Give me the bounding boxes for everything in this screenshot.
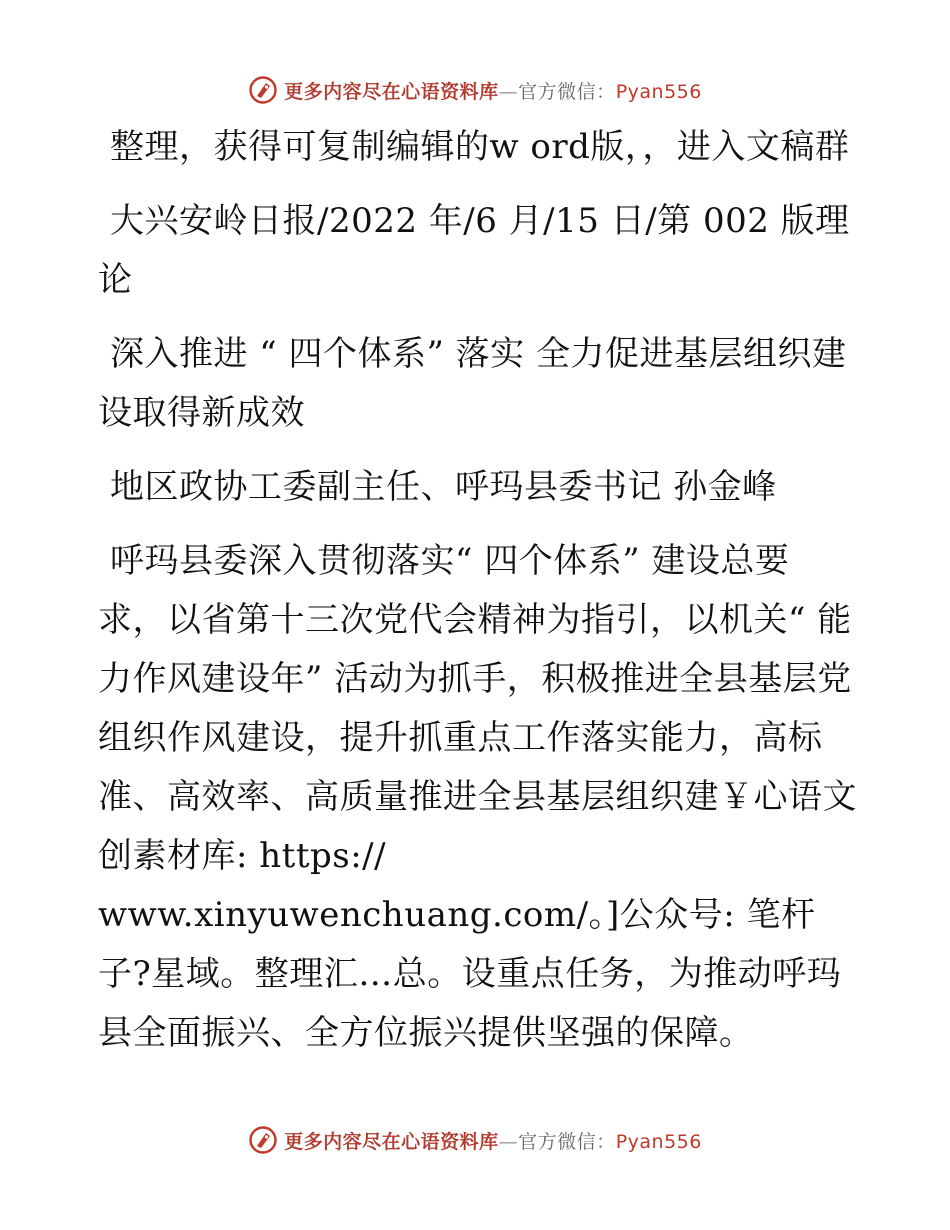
paragraph-body-continued	[98, 886, 858, 1063]
document-body	[98, 118, 858, 1078]
pen-nib-circle-icon	[248, 75, 278, 105]
watermark-wechat-id: Pyan556	[615, 1130, 702, 1153]
watermark-wechat-id: Pyan556	[615, 80, 702, 103]
pen-nib-circle-icon	[248, 1125, 278, 1155]
paragraph-text: 地区政协工委副主任、呼玛县委书记 孙金峰	[110, 467, 777, 507]
paragraph-text: 大兴安岭日报/2022 年/6 月/15 日/第 002 版理论	[98, 201, 850, 300]
watermark-brand: 更多内容尽在心语资料库	[284, 80, 499, 103]
watermark-official-label: 官方微信：	[518, 1130, 616, 1153]
article-title	[98, 325, 858, 443]
watermark-official-label: 官方微信：	[518, 80, 616, 103]
watermark-brand: 更多内容尽在心语资料库	[284, 1130, 499, 1153]
watermark-separator: —	[498, 1130, 519, 1153]
header-watermark	[0, 72, 950, 108]
footer-watermark	[0, 1122, 950, 1158]
paragraph-intro	[98, 118, 858, 177]
paragraph-text: 整理，获得可复制编辑的w ord版，，进入文稿群	[110, 127, 850, 167]
paragraph-body	[98, 532, 858, 886]
paragraph-text: www.xinyuwenchuang.com/。]公众号: 笔杆子?星域。整理汇…总。设重点任务，为推动呼玛县全面振兴、全方位振兴提供坚强的保障。	[98, 895, 842, 1053]
watermark-text	[284, 77, 702, 104]
article-author	[98, 458, 858, 517]
watermark-separator: —	[498, 80, 519, 103]
paragraph-text: 呼玛县委深入贯彻落实“ 四个体系” 建设总要求，以省第十三次党代会精神为指引，以机关“ 能力作风建设年” 活动为抓手，积极推进全县基层党组织作风建设，提升抓重点工作落实能力，高标准、高效率、高质量推进全县基层组织建￥心语文创素材库: https://	[98, 541, 857, 876]
paragraph-source	[98, 192, 858, 310]
watermark-text	[284, 1127, 702, 1154]
paragraph-text: 深入推进 “ 四个体系” 落实 全力促进基层组织建设取得新成效	[98, 334, 847, 433]
